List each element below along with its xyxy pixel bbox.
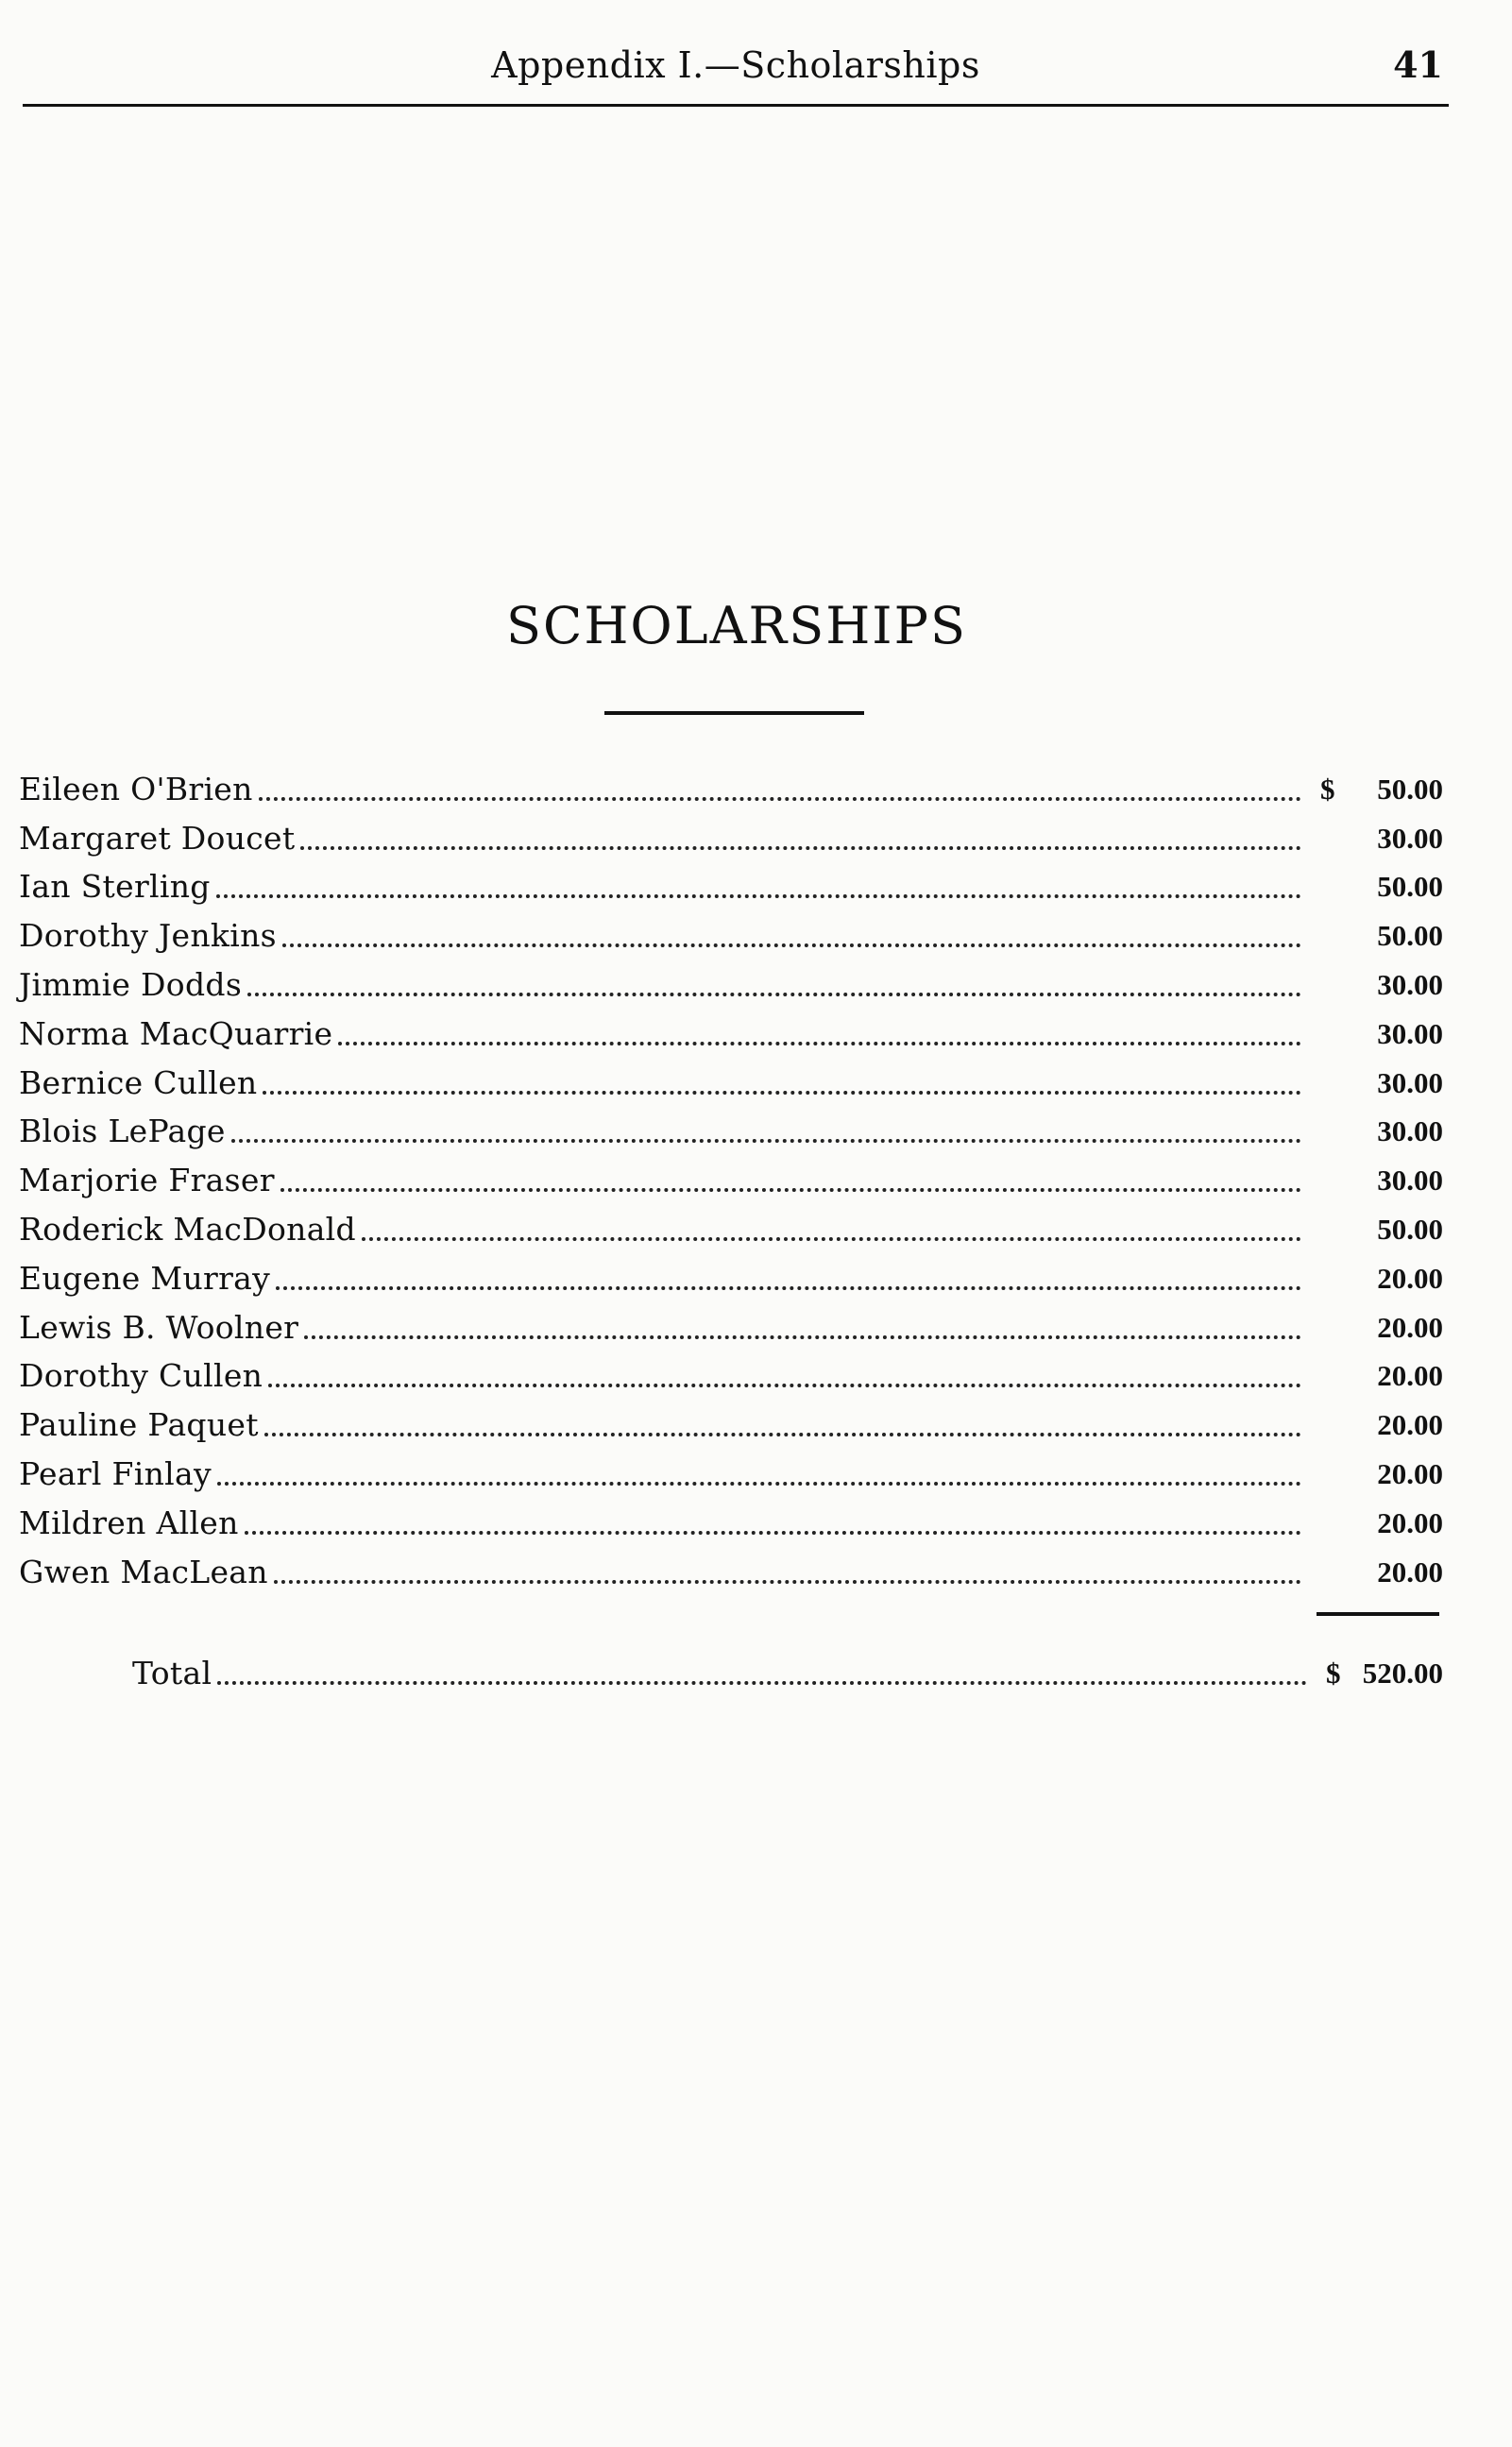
scholarship-amount: 20.00 bbox=[1377, 1359, 1443, 1393]
recipient-name: Ian Sterling bbox=[19, 868, 211, 906]
currency-symbol bbox=[1320, 966, 1339, 1004]
header-title: Appendix I.—Scholarships bbox=[491, 44, 980, 86]
scholarship-row bbox=[19, 1298, 1443, 1347]
recipient-name: Jimmie Dodds bbox=[19, 965, 243, 1003]
total-amount: 520.00 bbox=[1362, 1657, 1443, 1690]
amount-cell bbox=[1301, 1113, 1443, 1150]
dot-leader bbox=[231, 1139, 1301, 1143]
recipient-name: Eileen O'Brien bbox=[19, 770, 253, 807]
currency-symbol bbox=[1320, 868, 1339, 906]
amount-cell bbox=[1301, 1162, 1443, 1199]
amount-cell bbox=[1301, 1554, 1443, 1591]
scholarship-row bbox=[19, 1347, 1443, 1396]
currency-symbol bbox=[1320, 1554, 1339, 1591]
currency-symbol bbox=[1320, 820, 1339, 858]
currency-symbol bbox=[1320, 1504, 1339, 1542]
dot-leader bbox=[362, 1237, 1301, 1241]
amount-cell bbox=[1301, 1406, 1443, 1444]
dot-leader bbox=[217, 1482, 1301, 1486]
title-rule bbox=[604, 711, 864, 715]
currency-symbol bbox=[1320, 1455, 1339, 1493]
dot-leader bbox=[300, 846, 1301, 850]
total-label: Total bbox=[132, 1655, 212, 1691]
scholarship-amount: 30.00 bbox=[1377, 1016, 1443, 1050]
scholarship-amount: 20.00 bbox=[1377, 1456, 1443, 1490]
dot-leader bbox=[268, 1384, 1301, 1387]
amount-cell bbox=[1301, 1015, 1443, 1053]
recipient-name: Marjorie Fraser bbox=[19, 1162, 275, 1199]
dot-leader bbox=[274, 1580, 1301, 1584]
currency-symbol bbox=[1320, 1162, 1339, 1199]
recipient-name: Eugene Murray bbox=[19, 1259, 271, 1297]
recipient-name: Dorothy Jenkins bbox=[19, 917, 277, 955]
header-rule bbox=[23, 104, 1449, 107]
page-header bbox=[23, 42, 1449, 89]
dot-leader bbox=[276, 1286, 1301, 1290]
scholarship-amount: 30.00 bbox=[1377, 821, 1443, 855]
scholarship-amount: 20.00 bbox=[1377, 1261, 1443, 1295]
recipient-name: Blois LePage bbox=[19, 1113, 226, 1150]
scholarship-row bbox=[19, 906, 1443, 955]
amount-cell bbox=[1301, 1211, 1443, 1249]
amount-cell bbox=[1301, 1309, 1443, 1347]
scholarship-row bbox=[19, 1199, 1443, 1249]
scholarship-row bbox=[19, 759, 1443, 808]
total-row bbox=[132, 1643, 1443, 1692]
currency-symbol bbox=[1320, 1064, 1339, 1102]
currency-symbol bbox=[1320, 1211, 1339, 1249]
total-rule bbox=[1317, 1612, 1439, 1616]
recipient-name: Bernice Cullen bbox=[19, 1063, 258, 1101]
scholarship-row bbox=[19, 1053, 1443, 1102]
scholarship-row bbox=[19, 1102, 1443, 1151]
total-amount-cell bbox=[1307, 1655, 1443, 1692]
recipient-name: Mildren Allen bbox=[19, 1504, 239, 1541]
dot-leader bbox=[263, 1091, 1301, 1095]
dot-leader bbox=[282, 943, 1301, 947]
scholarship-row bbox=[19, 955, 1443, 1004]
dot-leader bbox=[245, 1531, 1301, 1535]
recipient-name: Roderick MacDonald bbox=[19, 1210, 356, 1248]
recipient-name: Lewis B. Woolner bbox=[19, 1308, 299, 1346]
recipient-name: Margaret Doucet bbox=[19, 819, 296, 857]
dot-leader bbox=[338, 1042, 1301, 1045]
scholarship-amount: 50.00 bbox=[1377, 772, 1443, 806]
scholarship-row bbox=[19, 858, 1443, 907]
currency-symbol bbox=[1320, 1113, 1339, 1150]
amount-cell bbox=[1301, 1455, 1443, 1493]
scholarship-amount: 20.00 bbox=[1377, 1505, 1443, 1539]
recipient-name: Norma MacQuarrie bbox=[19, 1014, 333, 1052]
recipient-name: Gwen MacLean bbox=[19, 1553, 268, 1590]
currency-symbol bbox=[1320, 1260, 1339, 1298]
scholarship-amount: 30.00 bbox=[1377, 1114, 1443, 1148]
scholarship-amount: 30.00 bbox=[1377, 1065, 1443, 1099]
scholarship-amount: 50.00 bbox=[1377, 919, 1443, 953]
currency-symbol bbox=[1320, 1406, 1339, 1444]
dot-leader bbox=[247, 993, 1301, 996]
recipient-name: Pauline Paquet bbox=[19, 1406, 259, 1444]
section-title: SCHOLARSHIPS bbox=[506, 596, 967, 655]
currency-symbol bbox=[1320, 1015, 1339, 1053]
dot-leader bbox=[217, 1681, 1307, 1685]
amount-cell bbox=[1301, 771, 1443, 808]
amount-cell bbox=[1301, 1357, 1443, 1395]
scholarship-amount: 50.00 bbox=[1377, 1212, 1443, 1246]
scholarship-row bbox=[19, 1444, 1443, 1493]
scholarship-row bbox=[19, 1249, 1443, 1298]
currency-symbol bbox=[1320, 917, 1339, 955]
scholarship-row bbox=[19, 808, 1443, 858]
amount-cell bbox=[1301, 1260, 1443, 1298]
amount-cell bbox=[1301, 868, 1443, 906]
recipient-name: Pearl Finlay bbox=[19, 1454, 212, 1492]
scholarship-row bbox=[19, 1542, 1443, 1591]
dot-leader bbox=[216, 894, 1301, 898]
total-currency: $ bbox=[1326, 1657, 1341, 1690]
currency-symbol: $ bbox=[1320, 772, 1335, 806]
scholarship-row bbox=[19, 1395, 1443, 1444]
scholarship-amount: 20.00 bbox=[1377, 1310, 1443, 1344]
scholarship-amount: 30.00 bbox=[1377, 967, 1443, 1001]
scholarship-amount: 30.00 bbox=[1377, 1164, 1443, 1198]
scholarship-amount: 20.00 bbox=[1377, 1555, 1443, 1589]
amount-cell bbox=[1301, 1504, 1443, 1542]
amount-cell bbox=[1301, 820, 1443, 858]
dot-leader bbox=[304, 1335, 1301, 1339]
amount-cell bbox=[1301, 917, 1443, 955]
dot-leader bbox=[264, 1433, 1301, 1436]
dot-leader bbox=[280, 1188, 1301, 1192]
scholarship-row bbox=[19, 1493, 1443, 1542]
amount-cell bbox=[1301, 1064, 1443, 1102]
scholarship-row bbox=[19, 1004, 1443, 1053]
dot-leader bbox=[259, 797, 1301, 801]
scholarship-list bbox=[19, 759, 1443, 1591]
scholarship-amount: 50.00 bbox=[1377, 870, 1443, 904]
scholarship-amount: 20.00 bbox=[1377, 1408, 1443, 1442]
recipient-name: Dorothy Cullen bbox=[19, 1357, 263, 1395]
currency-symbol bbox=[1320, 1357, 1339, 1395]
scholarship-row bbox=[19, 1150, 1443, 1199]
currency-symbol bbox=[1320, 1309, 1339, 1347]
amount-cell bbox=[1301, 966, 1443, 1004]
page-number: 41 bbox=[1393, 43, 1443, 86]
